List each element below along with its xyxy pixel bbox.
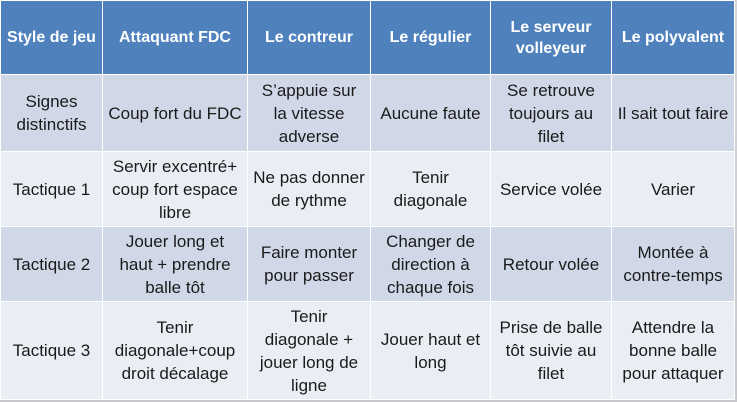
table-row xyxy=(1,302,735,400)
table-cell: Varier xyxy=(612,152,735,227)
header-cell-serveur-volleyeur: Le serveur volleyeur xyxy=(491,1,612,75)
table-cell: Ne pas donner de rythme xyxy=(248,152,371,227)
table-cell: Tenir diagonale+coup droit décalage xyxy=(103,302,248,400)
header-cell-polyvalent: Le polyvalent xyxy=(612,1,735,75)
header-row xyxy=(1,1,735,75)
table-cell: Se retrouve toujours au filet xyxy=(491,75,612,152)
table-cell: Aucune faute xyxy=(371,75,491,152)
table-cell: Coup fort du FDC xyxy=(103,75,248,152)
table-cell: Faire monter pour passer xyxy=(248,227,371,302)
table-cell: Retour volée xyxy=(491,227,612,302)
header-cell-style: Style de jeu xyxy=(1,1,103,75)
table-cell: Montée à contre-temps xyxy=(612,227,735,302)
table-cell: Jouer long et haut + prendre balle tôt xyxy=(103,227,248,302)
table-cell: Tenir diagonale + jouer long de ligne xyxy=(248,302,371,400)
table-cell: Prise de balle tôt suivie au filet xyxy=(491,302,612,400)
table-cell: Service volée xyxy=(491,152,612,227)
header-cell-attaquant: Attaquant FDC xyxy=(103,1,248,75)
header-cell-regulier: Le régulier xyxy=(371,1,491,75)
table-cell: Servir excentré+ coup fort espace libre xyxy=(103,152,248,227)
row-label: Tactique 3 xyxy=(1,302,103,400)
table-cell: Il sait tout faire xyxy=(612,75,735,152)
table-cell: Attendre la bonne balle pour attaquer xyxy=(612,302,735,400)
table-row xyxy=(1,227,735,302)
row-label: Signes distinctifs xyxy=(1,75,103,152)
table-row xyxy=(1,75,735,152)
table-cell: Changer de direction à chaque fois xyxy=(371,227,491,302)
row-label: Tactique 1 xyxy=(1,152,103,227)
table-cell: Tenir diagonale xyxy=(371,152,491,227)
table-row xyxy=(1,152,735,227)
table-cell: S’appuie sur la vitesse adverse xyxy=(248,75,371,152)
table-cell: Jouer haut et long xyxy=(371,302,491,400)
header-cell-contreur: Le contreur xyxy=(248,1,371,75)
row-label: Tactique 2 xyxy=(1,227,103,302)
